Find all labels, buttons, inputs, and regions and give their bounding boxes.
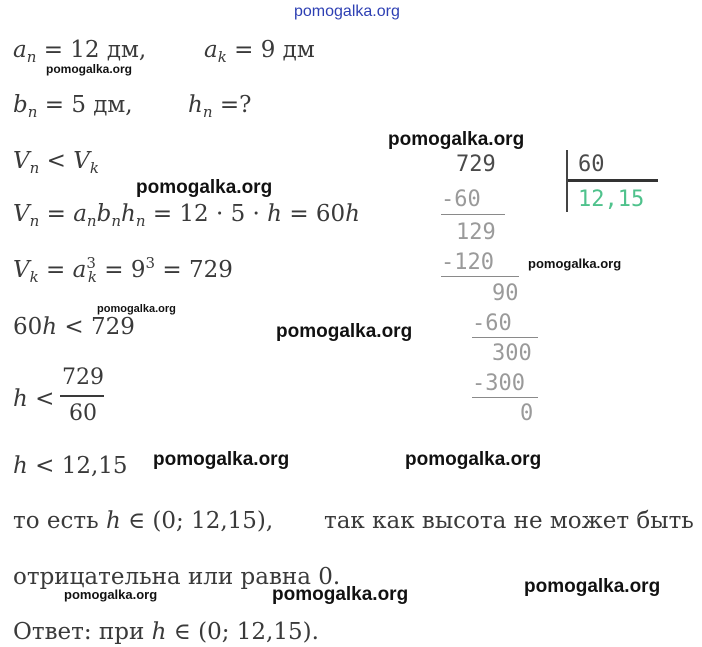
conclusion-suffix: так как высота не может быть <box>324 508 694 534</box>
conclusion-line-2: отрицательна или равна 0. <box>13 564 341 590</box>
watermark-top: pomogalka.org <box>294 3 400 20</box>
given-a-k: $a_k = 9$ дм <box>204 37 315 66</box>
volume-k-exp: 3 <box>145 254 156 272</box>
volume-n-formula: $V_n = a_nb_nh_n = 12 \cdot 5 \cdot h = 60h$ <box>13 201 360 230</box>
watermark: pomogalka.org <box>388 129 525 150</box>
volume-n-tail: = 60 <box>289 201 346 227</box>
h-less-label: h < <box>13 386 55 412</box>
division-remainder-1: 129 <box>456 220 496 245</box>
h-result: h < 12,15 <box>13 453 128 479</box>
watermark: pomogalka.org <box>405 449 542 470</box>
division-remainder-2: 90 <box>492 281 519 306</box>
watermark: pomogalka.org <box>272 584 409 605</box>
inequality-60h-right: < 729 <box>64 314 135 340</box>
given-a-n: $a_n = 12$ дм, <box>13 37 147 66</box>
fraction <box>58 367 108 429</box>
volume-k-base: 9 <box>130 257 146 283</box>
inequality-60h: 60h < 729 <box>13 314 135 340</box>
watermark: pomogalka.org <box>46 62 133 76</box>
watermark: pomogalka.org <box>97 303 176 315</box>
watermark: pomogalka.org <box>136 177 273 198</box>
division-line-4 <box>472 397 538 398</box>
division-subtract-2: -120 <box>441 250 494 275</box>
fraction-denominator: 60 <box>69 401 97 426</box>
division-subtract-4: -300 <box>472 371 525 396</box>
h-result-value: < 12,15 <box>35 453 128 479</box>
division-line-2 <box>441 276 519 277</box>
volume-k-formula: $V_k = a^3_k = 9^3 = 729$ <box>13 254 233 286</box>
division-remainder-4: 0 <box>520 401 534 426</box>
division-line-3 <box>472 337 538 338</box>
volume-k-result: = 729 <box>162 257 233 283</box>
division-line-1 <box>441 214 505 215</box>
a-k-value: 9 дм <box>260 37 315 63</box>
answer-line: Ответ: при h ∈ (0; 12,15). <box>13 619 319 645</box>
inequality-60h-left: 60 <box>13 314 43 340</box>
division-remainder-3: 300 <box>492 341 532 366</box>
given-b-n: $b_n = 5$ дм, <box>13 92 133 121</box>
division-dividend: 729 <box>456 152 496 177</box>
fraction-numerator: 729 <box>62 365 104 390</box>
conclusion-interval: ∈ (0; 12,15), <box>128 508 274 534</box>
h-n-value: =? <box>219 92 252 118</box>
conclusion-line-1: то есть h ∈ (0; 12,15), <box>13 508 274 534</box>
conclusion-prefix: то есть <box>13 508 106 534</box>
division-subtract-1: -60 <box>441 187 481 212</box>
watermark: pomogalka.org <box>64 587 158 602</box>
a-n-value: 12 дм, <box>70 37 147 63</box>
watermark: pomogalka.org <box>153 449 290 470</box>
division-divider-horizontal <box>568 179 658 182</box>
division-divisor: 60 <box>578 152 605 177</box>
volume-n-expr: = 12 · 5 · <box>152 201 268 227</box>
volume-inequality: $V_n < V_k$ <box>13 148 99 177</box>
watermark: pomogalka.org <box>524 576 661 597</box>
answer-prefix: Ответ: при <box>13 619 152 645</box>
division-quotient: 12,15 <box>578 187 645 212</box>
division-subtract-3: -60 <box>472 311 512 336</box>
watermark: pomogalka.org <box>276 321 413 342</box>
watermark: pomogalka.org <box>528 256 622 271</box>
given-h-n: $h_n$ =? <box>188 92 252 121</box>
b-n-value: 5 дм, <box>71 92 133 118</box>
fraction-bar <box>60 395 104 397</box>
answer-interval: ∈ (0; 12,15). <box>173 619 319 645</box>
